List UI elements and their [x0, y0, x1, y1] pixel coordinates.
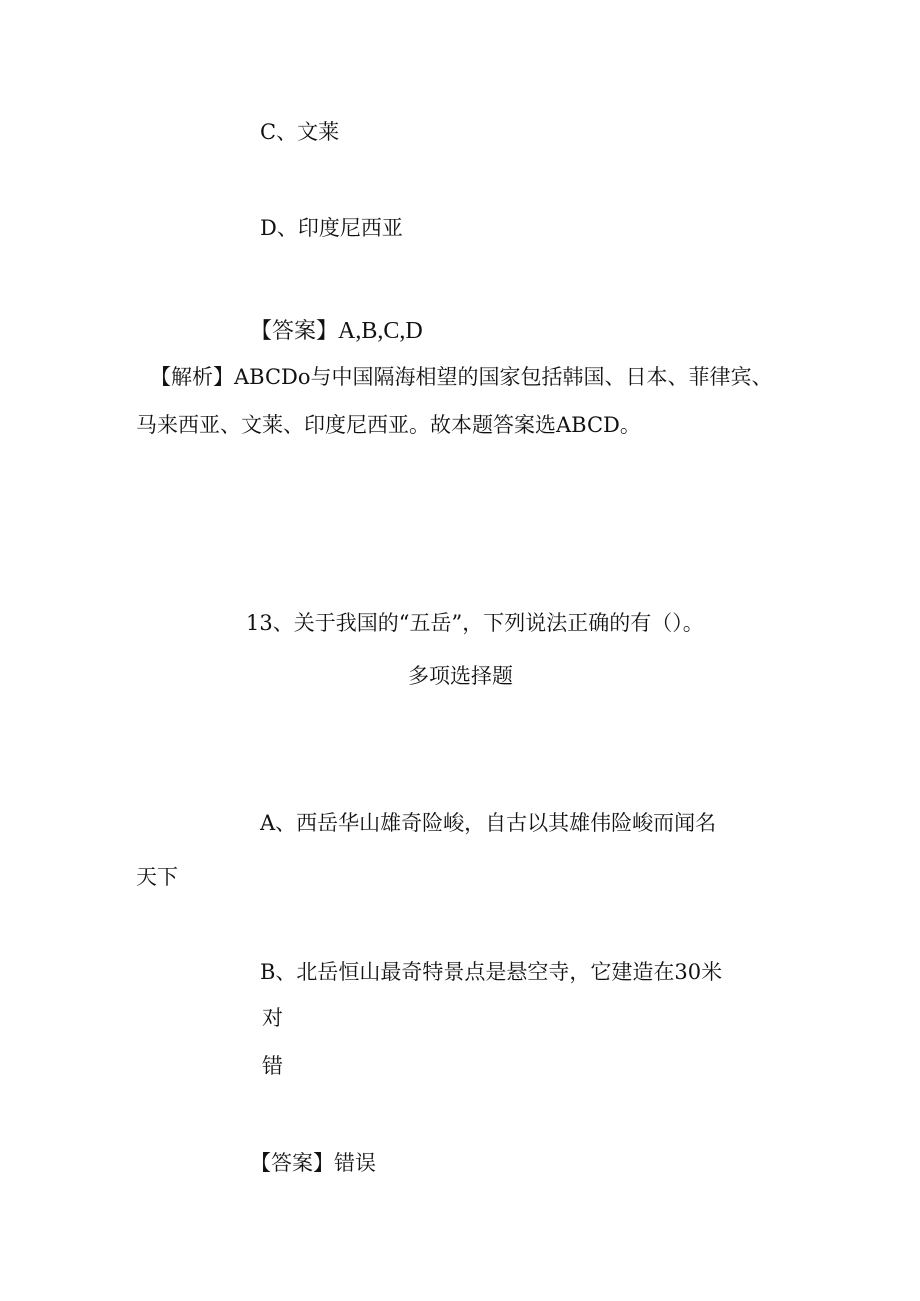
- choice-true: 对: [262, 1006, 283, 1030]
- choice-false: 错: [262, 1054, 283, 1078]
- question-type: 多项选择题: [408, 664, 513, 688]
- option-a-line-1: A、西岳华山雄奇险峻，自古以其雄伟险峻而闻名: [260, 811, 717, 835]
- analysis-line-2: 马来西亚、文莱、印度尼西亚。故本题答案选ABCD。: [136, 413, 641, 437]
- option-a-line-2: 天下: [136, 865, 178, 889]
- question-13: 13、关于我国的“五岳”，下列说法正确的有（）。: [246, 611, 704, 635]
- option-d: D、印度尼西亚: [260, 216, 403, 240]
- option-b: B、北岳恒山最奇特景点是悬空寺，它建造在30米: [260, 960, 723, 984]
- answer-label: 【答案】: [250, 319, 339, 344]
- answer-line: [250, 317, 423, 346]
- answer-13: 【答案】错误: [250, 1151, 376, 1175]
- answer-value: A,B,C,D: [338, 318, 423, 344]
- analysis-line-1: 【解析】ABCDo与中国隔海相望的国家包括韩国、日本、菲律宾、: [150, 365, 773, 389]
- option-c: C、文莱: [260, 120, 340, 144]
